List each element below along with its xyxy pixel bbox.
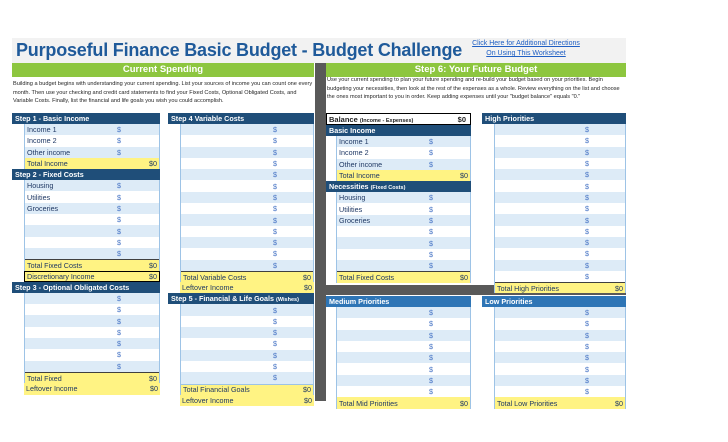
table-row[interactable] — [25, 225, 159, 236]
currency-cell[interactable]: $ — [585, 215, 589, 225]
table-row[interactable] — [181, 180, 313, 191]
currency-cell[interactable]: $ — [585, 260, 589, 270]
table-row[interactable] — [337, 249, 470, 260]
currency-cell[interactable]: $ — [273, 125, 277, 135]
table-row[interactable] — [337, 159, 470, 170]
step4-variable-costs — [168, 113, 314, 406]
step5-header — [168, 293, 314, 304]
currency-cell[interactable]: $ — [273, 328, 277, 338]
table-row[interactable] — [337, 352, 470, 363]
currency-cell[interactable]: $ — [429, 193, 433, 203]
future-basic-income — [326, 125, 471, 283]
table-row[interactable] — [495, 271, 625, 282]
step4-header: Step 4 Variable Costs — [168, 113, 314, 124]
currency-cell[interactable]: $ — [117, 316, 121, 326]
row-label[interactable]: Income 1 — [339, 137, 369, 147]
table-row[interactable] — [25, 147, 159, 158]
currency-cell[interactable]: $ — [585, 136, 589, 146]
table-row[interactable] — [181, 316, 313, 327]
currency-cell[interactable]: $ — [585, 342, 589, 352]
high-priorities-header: High Priorities — [482, 113, 626, 124]
table-row[interactable] — [181, 214, 313, 225]
currency-cell[interactable]: $ — [585, 272, 589, 281]
table-row[interactable] — [25, 248, 159, 259]
basic-income-header: Basic Income — [326, 125, 471, 136]
currency-cell[interactable]: $ — [273, 350, 277, 360]
row-label[interactable]: Housing — [27, 181, 54, 191]
currency-cell[interactable]: $ — [273, 204, 277, 214]
total-value: $0 — [303, 385, 311, 395]
table-row[interactable] — [495, 203, 625, 214]
table-row[interactable] — [181, 226, 313, 237]
currency-cell[interactable]: $ — [273, 316, 277, 326]
step2-table — [24, 180, 160, 270]
table-row[interactable] — [181, 169, 313, 180]
total-label: Total Financial Goals — [183, 385, 250, 395]
currency-cell[interactable]: $ — [585, 308, 589, 318]
total-label: Leftover Income — [26, 384, 78, 394]
total-income-row — [25, 158, 159, 169]
step5-table — [180, 304, 314, 394]
currency-cell[interactable]: $ — [117, 237, 121, 247]
high-priorities — [482, 113, 626, 293]
low-priorities-table — [494, 307, 626, 409]
total-value: $0 — [149, 159, 157, 169]
table-row[interactable] — [181, 350, 313, 361]
row-label[interactable]: Other income — [339, 159, 383, 169]
table-row[interactable] — [337, 318, 470, 329]
table-row[interactable] — [495, 375, 625, 386]
currency-cell[interactable]: $ — [273, 362, 277, 372]
currency-cell[interactable]: $ — [117, 361, 121, 371]
total-label: Total Variable Costs — [183, 272, 247, 282]
table-row[interactable] — [25, 214, 159, 225]
directions-link-line2[interactable]: On Using This Worksheet — [486, 50, 566, 57]
table-row[interactable] — [495, 318, 625, 329]
currency-cell[interactable]: $ — [585, 204, 589, 214]
table-row[interactable] — [181, 192, 313, 203]
currency-cell[interactable]: $ — [429, 375, 433, 385]
row-label[interactable]: Housing — [339, 193, 366, 203]
table-row[interactable] — [495, 124, 625, 135]
currency-cell[interactable]: $ — [585, 159, 589, 169]
currency-cell[interactable]: $ — [117, 339, 121, 349]
currency-cell[interactable]: $ — [429, 238, 433, 248]
currency-cell[interactable]: $ — [117, 203, 121, 213]
table-row[interactable] — [25, 191, 159, 202]
current-intro-text: Building a budget begins with understanding your current spending. List your sources of income you can count one every month. Then use your checking and credit card statements to find your Fixed Costs, Optional Obligated Costs, and Variable Costs. Finally, list the financial and life goals you wish you could accomplish. — [13, 81, 313, 105]
total-value: $0 — [304, 395, 312, 405]
total-value: $0 — [615, 398, 623, 408]
currency-cell[interactable]: $ — [585, 330, 589, 340]
currency-cell[interactable]: $ — [429, 261, 433, 271]
currency-cell[interactable]: $ — [429, 364, 433, 374]
page-title: Purposeful Finance Basic Budget - Budget Challenge — [16, 40, 463, 60]
table-row[interactable] — [495, 248, 625, 259]
leftover-income-row — [180, 395, 314, 406]
necessities-header-title: Necessities — [329, 182, 369, 192]
table-row[interactable] — [337, 363, 470, 374]
total-label: Total Low Priorities — [497, 398, 558, 408]
currency-cell[interactable]: $ — [117, 327, 121, 337]
row-label[interactable]: Other income — [27, 147, 71, 157]
table-row[interactable] — [495, 147, 625, 158]
discretionary-income-row — [24, 271, 160, 282]
total-low-priorities-row — [495, 397, 625, 408]
currency-cell[interactable]: $ — [117, 226, 121, 236]
future-intro-text: Use your current spending to plan your future spending and re-build your budget based on your priorities. Begin budgeting your necessities, then look at the rest of the expenses as a whole. Review everything on the list and choose the ones most important to you in order. Keep adding expenses until your "budget balance" equals "0." — [327, 77, 620, 101]
currency-cell[interactable]: $ — [585, 170, 589, 180]
row-label[interactable]: Groceries — [27, 203, 59, 213]
table-row[interactable] — [337, 136, 470, 147]
total-financial-goals-row — [181, 384, 313, 395]
medium-priorities — [326, 296, 471, 409]
table-row[interactable] — [25, 293, 159, 304]
total-label: Total High Priorities — [497, 283, 559, 293]
table-row[interactable] — [495, 363, 625, 374]
currency-cell[interactable]: $ — [585, 226, 589, 236]
currency-cell[interactable]: $ — [585, 249, 589, 259]
table-row[interactable] — [25, 237, 159, 248]
total-value: $0 — [150, 384, 158, 394]
total-variable-costs-row — [181, 271, 313, 282]
table-row[interactable] — [337, 226, 470, 237]
currency-cell[interactable]: $ — [273, 147, 277, 157]
low-priorities-header: Low Priorities — [482, 296, 626, 307]
currency-cell[interactable]: $ — [273, 159, 277, 169]
table-row[interactable] — [337, 341, 470, 352]
row-label[interactable]: Income 2 — [27, 136, 57, 146]
total-value: $0 — [615, 283, 623, 293]
currency-cell[interactable]: $ — [429, 204, 433, 214]
table-row[interactable] — [181, 124, 313, 135]
balance-note: (Income - Expenses) — [359, 117, 414, 124]
currency-cell[interactable]: $ — [117, 125, 121, 135]
table-row[interactable] — [25, 304, 159, 315]
total-label: Leftover Income — [182, 395, 234, 405]
currency-cell[interactable]: $ — [429, 330, 433, 340]
low-priorities — [482, 296, 626, 409]
currency-cell[interactable]: $ — [585, 238, 589, 248]
basic-income-table — [336, 136, 471, 181]
table-row[interactable] — [495, 169, 625, 180]
table-row[interactable] — [25, 135, 159, 146]
table-row[interactable] — [181, 248, 313, 259]
currency-cell[interactable]: $ — [273, 170, 277, 180]
table-row[interactable] — [25, 203, 159, 214]
currency-cell[interactable]: $ — [273, 215, 277, 225]
table-row[interactable] — [181, 260, 313, 271]
directions-link[interactable] — [456, 39, 596, 59]
table-row[interactable] — [25, 361, 159, 372]
currency-cell[interactable]: $ — [117, 350, 121, 360]
total-value: $0 — [149, 373, 157, 383]
currency-cell[interactable]: $ — [273, 373, 277, 383]
current-spending-band: Current Spending — [12, 63, 314, 77]
currency-cell[interactable]: $ — [429, 159, 433, 169]
total-fixed-costs-row — [337, 271, 470, 282]
currency-cell[interactable]: $ — [273, 339, 277, 349]
leftover-income-row — [180, 282, 314, 293]
total-value: $0 — [149, 271, 157, 281]
currency-cell[interactable]: $ — [585, 192, 589, 202]
total-value: $0 — [460, 171, 468, 181]
total-fixed-costs-row — [25, 259, 159, 270]
currency-cell[interactable]: $ — [117, 136, 121, 146]
table-row[interactable] — [337, 330, 470, 341]
medium-priorities-table — [336, 307, 471, 409]
currency-cell[interactable]: $ — [429, 137, 433, 147]
currency-cell[interactable]: $ — [429, 353, 433, 363]
table-row[interactable] — [337, 237, 470, 248]
table-row[interactable] — [181, 338, 313, 349]
total-value: $0 — [460, 398, 468, 408]
table-row[interactable] — [181, 237, 313, 248]
budget-balance — [326, 113, 471, 125]
table-row[interactable] — [25, 315, 159, 326]
currency-cell[interactable]: $ — [585, 375, 589, 385]
currency-cell[interactable]: $ — [585, 353, 589, 363]
table-row[interactable] — [495, 237, 625, 248]
currency-cell[interactable]: $ — [273, 305, 277, 315]
total-value: $0 — [460, 272, 468, 282]
table-row[interactable] — [495, 158, 625, 169]
total-value: $0 — [149, 260, 157, 270]
row-label[interactable]: Utilities — [339, 204, 363, 214]
table-row[interactable] — [337, 203, 470, 214]
section-divider — [315, 63, 326, 401]
row-label[interactable]: Income 2 — [339, 148, 369, 158]
table-row[interactable] — [495, 226, 625, 237]
row-label[interactable]: Groceries — [339, 215, 371, 225]
currency-cell[interactable]: $ — [585, 181, 589, 191]
table-row[interactable] — [181, 327, 313, 338]
total-value: $0 — [303, 272, 311, 282]
balance-label: Balance — [329, 114, 358, 124]
table-row[interactable] — [181, 361, 313, 372]
currency-cell[interactable]: $ — [273, 181, 277, 191]
table-row[interactable] — [337, 260, 470, 271]
high-priorities-table — [494, 124, 626, 293]
currency-cell[interactable]: $ — [117, 147, 121, 157]
table-row[interactable] — [181, 135, 313, 146]
currency-cell[interactable]: $ — [585, 125, 589, 135]
table-row[interactable] — [495, 341, 625, 352]
table-row[interactable] — [25, 124, 159, 135]
step1-basic-income — [12, 113, 160, 395]
table-row[interactable] — [181, 304, 313, 315]
currency-cell[interactable]: $ — [273, 226, 277, 236]
currency-cell[interactable]: $ — [273, 260, 277, 270]
leftover-income-row — [24, 383, 160, 394]
total-label: Total Income — [339, 171, 380, 181]
necessities-table — [336, 192, 471, 282]
balance-value: $0 — [457, 114, 466, 124]
step1-header: Step 1 - Basic Income — [12, 113, 160, 124]
currency-cell[interactable]: $ — [117, 181, 121, 191]
currency-cell[interactable]: $ — [273, 249, 277, 259]
future-budget-band: Step 6: Your Future Budget — [326, 63, 626, 77]
total-label: Total Fixed — [27, 373, 62, 383]
total-value: $0 — [304, 283, 312, 293]
currency-cell[interactable]: $ — [273, 136, 277, 146]
table-row[interactable] — [25, 327, 159, 338]
table-row[interactable] — [181, 372, 313, 383]
directions-link-line1[interactable]: Click Here for Additional Directions — [472, 40, 580, 47]
currency-cell[interactable]: $ — [429, 148, 433, 158]
total-high-priorities-row — [495, 282, 625, 293]
step5-header-title: Step 5 - Financial & Life Goals — [171, 294, 275, 304]
necessities-header-note: (Fixed Costs) — [370, 185, 406, 192]
currency-cell[interactable]: $ — [585, 147, 589, 157]
table-row[interactable] — [495, 330, 625, 341]
currency-cell[interactable]: $ — [117, 192, 121, 202]
medium-priorities-header: Medium Priorities — [326, 296, 471, 307]
table-row[interactable] — [25, 349, 159, 360]
table-row[interactable] — [495, 352, 625, 363]
currency-cell[interactable]: $ — [429, 308, 433, 318]
currency-cell[interactable]: $ — [585, 387, 589, 397]
currency-cell[interactable]: $ — [429, 319, 433, 329]
currency-cell[interactable]: $ — [585, 364, 589, 374]
table-row[interactable] — [495, 214, 625, 225]
currency-cell[interactable]: $ — [117, 249, 121, 259]
step2-header: Step 2 - Fixed Costs — [12, 169, 160, 180]
row-label[interactable]: Utilities — [27, 192, 51, 202]
total-fixed-row — [25, 372, 159, 383]
currency-cell[interactable]: $ — [117, 215, 121, 225]
step3-header: Step 3 - Optional Obligated Costs — [12, 282, 160, 293]
table-row[interactable] — [181, 203, 313, 214]
table-row[interactable] — [337, 192, 470, 203]
currency-cell[interactable]: $ — [117, 305, 121, 315]
total-label: Discretionary Income — [27, 271, 95, 281]
table-row[interactable] — [495, 192, 625, 203]
currency-cell[interactable]: $ — [429, 387, 433, 397]
row-label[interactable]: Income 1 — [27, 125, 57, 135]
table-row[interactable] — [25, 338, 159, 349]
currency-cell[interactable]: $ — [429, 342, 433, 352]
table-row[interactable] — [181, 158, 313, 169]
currency-cell[interactable]: $ — [585, 319, 589, 329]
table-row[interactable] — [337, 375, 470, 386]
currency-cell[interactable]: $ — [429, 227, 433, 237]
currency-cell[interactable]: $ — [429, 215, 433, 225]
total-label: Total Income — [27, 159, 68, 169]
table-row[interactable] — [337, 386, 470, 397]
table-row[interactable] — [495, 135, 625, 146]
total-mid-priorities-row — [337, 397, 470, 408]
total-label: Total Mid Priorities — [339, 398, 398, 408]
table-row[interactable] — [495, 260, 625, 271]
total-label: Total Fixed Costs — [27, 260, 83, 270]
table-row[interactable] — [25, 180, 159, 191]
currency-cell[interactable]: $ — [429, 249, 433, 259]
step3-table — [24, 293, 160, 383]
table-row[interactable] — [181, 147, 313, 158]
table-row[interactable] — [495, 180, 625, 191]
total-label: Total Fixed Costs — [339, 272, 395, 282]
total-income-row — [337, 170, 470, 181]
necessities-header — [326, 181, 471, 192]
table-row[interactable] — [337, 307, 470, 318]
currency-cell[interactable]: $ — [273, 192, 277, 202]
currency-cell[interactable]: $ — [273, 238, 277, 248]
total-label: Leftover Income — [182, 283, 234, 293]
step1-table — [24, 124, 160, 169]
step4-table — [180, 124, 314, 282]
table-row[interactable] — [337, 215, 470, 226]
table-row[interactable] — [337, 147, 470, 158]
table-row[interactable] — [495, 307, 625, 318]
step5-header-note: (Wishes) — [276, 297, 299, 304]
currency-cell[interactable]: $ — [117, 294, 121, 303]
table-row[interactable] — [495, 386, 625, 397]
